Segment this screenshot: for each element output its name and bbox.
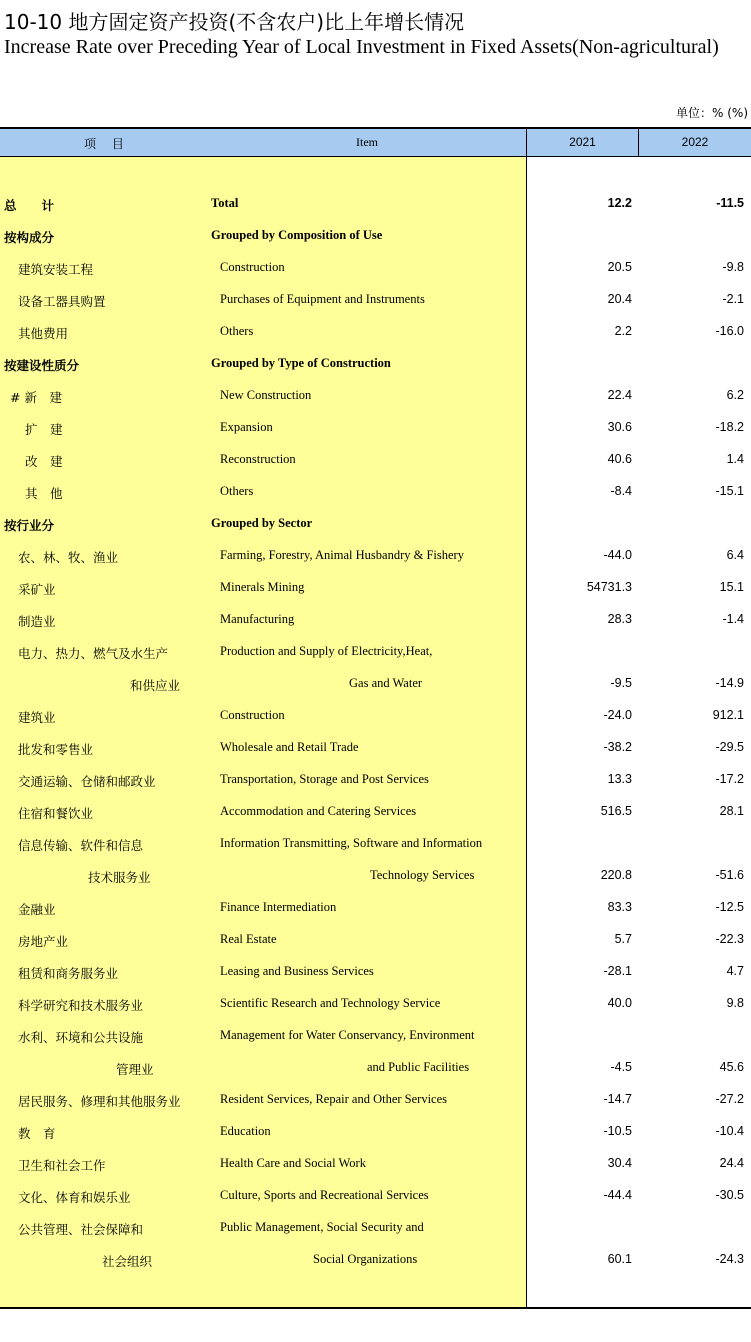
unit-label: 单位：% (%)	[676, 106, 748, 120]
value-2021: 516.5	[600, 804, 632, 818]
value-2021: 220.8	[600, 868, 632, 882]
row-label-chinese: 社会组织	[102, 1254, 153, 1269]
value-2022: -17.2	[715, 772, 744, 786]
row-label-chinese: 其他费用	[18, 326, 69, 341]
row-label-chinese: 建筑安装工程	[18, 262, 94, 277]
value-2022: -11.5	[716, 196, 744, 210]
row-label-chinese: 总 计	[4, 198, 55, 213]
table-row	[0, 638, 751, 670]
value-2021: 83.3	[607, 900, 632, 914]
row-label-chinese: 改 建	[25, 454, 63, 469]
row-label-chinese: 水利、环境和公共设施	[18, 1030, 144, 1045]
row-label-english: Grouped by Type of Construction	[211, 356, 391, 370]
value-2021: -28.1	[603, 964, 632, 978]
row-label-english: Others	[220, 484, 254, 498]
value-2022: 1.4	[726, 452, 744, 466]
row-label-chinese: 信息传输、软件和信息	[18, 838, 144, 853]
value-2022: 45.6	[719, 1060, 744, 1074]
row-label-chinese: 文化、体育和娱乐业	[18, 1190, 131, 1205]
data-table	[0, 127, 751, 1309]
row-label-english: Social Organizations	[313, 1252, 418, 1266]
row-label-english: Scientific Research and Technology Service	[220, 996, 441, 1010]
header-year-2022: 2022	[681, 135, 709, 149]
value-2021: -8.4	[610, 484, 632, 498]
table-bottom-rule	[0, 1307, 751, 1309]
row-label-english: Grouped by Composition of Use	[211, 228, 383, 242]
value-2022: -51.6	[715, 868, 744, 882]
row-label-english: Gas and Water	[349, 676, 423, 690]
row-label-english: Culture, Sports and Recreational Services	[220, 1188, 429, 1202]
table-row	[0, 350, 751, 382]
row-label-english: Information Transmitting, Software and Information	[220, 836, 483, 850]
value-2022: 24.4	[719, 1156, 744, 1170]
table-row	[0, 382, 751, 414]
row-label-english: Minerals Mining	[220, 580, 305, 594]
row-label-chinese: 农、林、牧、渔业	[18, 550, 119, 565]
value-2022: -29.5	[715, 740, 744, 754]
value-2021: 22.4	[607, 388, 632, 402]
value-2021: -14.7	[603, 1092, 632, 1106]
row-label-chinese: 电力、热力、燃气及水生产	[18, 646, 169, 661]
row-label-chinese: 居民服务、修理和其他服务业	[18, 1094, 181, 1109]
value-2021: 13.3	[607, 772, 632, 786]
table-row	[0, 862, 751, 894]
row-label-english: Production and Supply of Electricity,Heat,	[220, 644, 433, 658]
row-label-english: Public Management, Social Security and	[220, 1220, 424, 1234]
value-2022: -10.4	[715, 1124, 744, 1138]
table-row	[0, 958, 751, 990]
row-label-chinese: 管理业	[116, 1062, 154, 1077]
table-row	[0, 1086, 751, 1118]
row-label-english: Technology Services	[370, 868, 475, 882]
table-row	[0, 798, 751, 830]
table-body	[0, 190, 751, 1278]
row-label-english: Construction	[220, 708, 285, 722]
row-label-chinese: 租赁和商务服务业	[18, 966, 119, 981]
page-title-english: Increase Rate over Preceding Year of Local Investment in Fixed Assets(Non-agricultural)	[4, 36, 719, 58]
row-label-english: Expansion	[220, 420, 273, 434]
row-label-chinese: 按建设性质分	[4, 358, 80, 373]
value-2022: -22.3	[715, 932, 744, 946]
page-title-chinese: 10-10 地方固定资产投资(不含农户)比上年增长情况	[4, 10, 465, 34]
value-2021: 28.3	[607, 612, 632, 626]
value-2022: -15.1	[715, 484, 744, 498]
row-label-chinese: 采矿业	[18, 582, 56, 597]
row-label-chinese: 公共管理、社会保障和	[18, 1222, 144, 1237]
value-2022: -12.5	[715, 900, 744, 914]
value-2021: 20.4	[607, 292, 632, 306]
table-row	[0, 1214, 751, 1246]
row-label-english: Grouped by Sector	[211, 516, 313, 530]
row-label-chinese: 扩 建	[25, 422, 63, 437]
value-2021: -38.2	[603, 740, 632, 754]
row-label-chinese: 交通运输、仓储和邮政业	[18, 774, 156, 789]
row-label-english: Farming, Forestry, Animal Husbandry & Fishery	[220, 548, 464, 562]
header-item-english: Item	[356, 135, 378, 149]
value-2021: -4.5	[610, 1060, 632, 1074]
table-row	[0, 190, 751, 222]
table-row	[0, 542, 751, 574]
row-label-english: Transportation, Storage and Post Services	[220, 772, 429, 786]
row-label-english: Finance Intermediation	[220, 900, 337, 914]
value-2022: 912.1	[712, 708, 744, 722]
table-row	[0, 510, 751, 542]
value-2021: 5.7	[614, 932, 632, 946]
header-item-chinese: 项 目	[84, 137, 130, 151]
value-2022: 4.7	[726, 964, 744, 978]
row-label-chinese: 设备工器具购置	[18, 294, 106, 309]
table-row	[0, 734, 751, 766]
table-row	[0, 894, 751, 926]
value-2022: 28.1	[719, 804, 744, 818]
value-2022: -30.5	[715, 1188, 744, 1202]
table-row	[0, 702, 751, 734]
table-row	[0, 670, 751, 702]
table-row	[0, 222, 751, 254]
row-label-english: Education	[220, 1124, 271, 1138]
table-row	[0, 254, 751, 286]
column-divider-years	[638, 127, 639, 157]
value-2021: -10.5	[603, 1124, 632, 1138]
value-2021: 2.2	[614, 324, 632, 338]
table-row	[0, 1054, 751, 1086]
row-label-english: Accommodation and Catering Services	[220, 804, 417, 818]
header-year-2021: 2021	[569, 135, 596, 149]
row-label-chinese: 建筑业	[18, 710, 56, 725]
value-2021: -44.4	[603, 1188, 632, 1202]
value-2022: 6.2	[726, 388, 744, 402]
row-label-english: Wholesale and Retail Trade	[220, 740, 359, 754]
table-row	[0, 478, 751, 510]
value-2021: 20.5	[607, 260, 632, 274]
value-2021: 30.6	[607, 420, 632, 434]
value-2021: -24.0	[603, 708, 632, 722]
row-label-chinese: 住宿和餐饮业	[18, 806, 94, 821]
value-2022: 15.1	[719, 580, 744, 594]
row-label-english: Manufacturing	[220, 612, 295, 626]
row-label-chinese: 技术服务业	[88, 870, 151, 885]
row-label-english: Purchases of Equipment and Instruments	[220, 292, 425, 306]
table-row	[0, 446, 751, 478]
table-row	[0, 1246, 751, 1278]
table-row	[0, 606, 751, 638]
table-row	[0, 414, 751, 446]
value-2021: 30.4	[607, 1156, 632, 1170]
table-row	[0, 318, 751, 350]
value-2021: -44.0	[603, 548, 632, 562]
table-row	[0, 1118, 751, 1150]
value-2021: 54731.3	[586, 580, 632, 594]
row-label-chinese: 卫生和社会工作	[18, 1158, 106, 1173]
row-label-english: Resident Services, Repair and Other Services	[220, 1092, 448, 1106]
value-2021: 60.1	[607, 1252, 632, 1266]
row-label-chinese: 按行业分	[4, 518, 55, 533]
row-label-english: Real Estate	[220, 932, 277, 946]
value-2022: -1.4	[722, 612, 744, 626]
value-2022: -24.3	[715, 1252, 744, 1266]
row-label-english: Total	[211, 196, 239, 210]
row-label-english: Others	[220, 324, 254, 338]
row-label-chinese: 教 育	[18, 1126, 56, 1141]
table-row	[0, 926, 751, 958]
row-label-english: Reconstruction	[220, 452, 296, 466]
value-2022: 9.8	[726, 996, 744, 1010]
value-2022: 6.4	[726, 548, 744, 562]
row-label-english: Health Care and Social Work	[220, 1156, 366, 1170]
row-label-chinese: 按构成分	[4, 230, 55, 245]
value-2022: -27.2	[715, 1092, 744, 1106]
table-row	[0, 990, 751, 1022]
table-row	[0, 766, 751, 798]
row-label-chinese: 和供应业	[130, 678, 181, 693]
value-2022: -18.2	[715, 420, 744, 434]
row-label-english: and Public Facilities	[367, 1060, 470, 1074]
row-label-chinese: 其 他	[25, 486, 63, 501]
value-2021: 40.0	[607, 996, 632, 1010]
table-row	[0, 1022, 751, 1054]
row-label-chinese: 金融业	[18, 902, 56, 917]
table-row	[0, 830, 751, 862]
value-2021: 40.6	[607, 452, 632, 466]
row-label-chinese: 批发和零售业	[18, 742, 94, 757]
table-row	[0, 574, 751, 606]
row-label-english: Management for Water Conservancy, Environment	[220, 1028, 475, 1042]
value-2022: -14.9	[715, 676, 744, 690]
value-2021: 12.2	[607, 196, 632, 210]
value-2021: -9.5	[610, 676, 632, 690]
value-2022: -16.0	[715, 324, 744, 338]
row-label-chinese: # 新 建	[10, 390, 62, 405]
row-label-english: New Construction	[220, 388, 312, 402]
value-2022: -2.1	[722, 292, 744, 306]
table-row	[0, 1150, 751, 1182]
row-label-english: Leasing and Business Services	[220, 964, 374, 978]
row-label-chinese: 科学研究和技术服务业	[18, 998, 144, 1013]
value-2022: -9.8	[722, 260, 744, 274]
row-label-english: Construction	[220, 260, 285, 274]
table-row	[0, 1182, 751, 1214]
table-row	[0, 286, 751, 318]
row-label-chinese: 制造业	[18, 614, 56, 629]
row-label-chinese: 房地产业	[18, 934, 69, 949]
